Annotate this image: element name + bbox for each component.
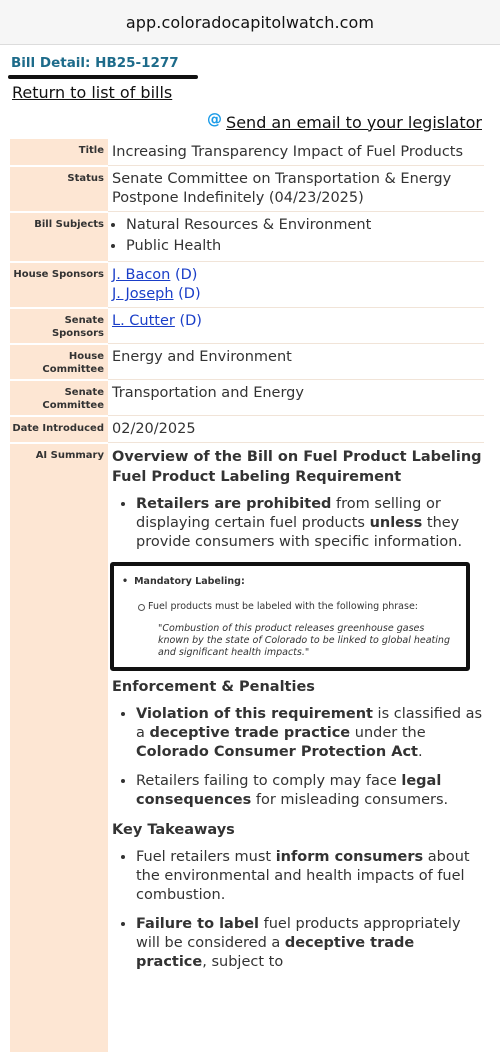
browser-url-bar[interactable] (0, 0, 500, 45)
value-house-sponsors (108, 262, 484, 308)
back-to-bills-link[interactable]: Return to list of bills (12, 83, 173, 102)
label-senate-sponsors: Senate Sponsors (10, 308, 108, 344)
label-title: Title (10, 139, 108, 166)
row-senate-sponsors (10, 308, 484, 344)
sponsor-party: (D) (178, 286, 201, 302)
mandatory-labeling-line: Fuel products must be labeled with the following phrase: (138, 601, 458, 613)
row-house-committee (10, 344, 484, 380)
sponsor-link[interactable]: L. Cutter (112, 313, 175, 329)
url-text: app.coloradocapitolwatch.com (125, 12, 375, 32)
row-title (10, 139, 484, 166)
row-senate-committee (10, 380, 484, 416)
label-status: Status (10, 166, 108, 212)
sponsor-party: (D) (174, 267, 198, 283)
mandatory-labeling-title: • Mandatory Labeling: (122, 572, 458, 591)
summary-heading-enforcement: Enforcement & Penalties (112, 679, 315, 695)
summary-heading-overview: Overview of the Bill on Fuel Product Labeling (112, 449, 482, 465)
value-senate-sponsors (108, 308, 484, 344)
page-title: Bill Detail: HB25-1277 (11, 55, 179, 71)
row-status (10, 166, 484, 212)
mandatory-labeling-box (110, 562, 470, 671)
row-subjects (10, 212, 484, 262)
email-legislator-link[interactable]: Send an email to your legislator (226, 112, 482, 132)
email-legislator-row[interactable] (0, 103, 500, 133)
label-house-sponsors: House Sponsors (10, 262, 108, 308)
value-senate-committee: Transportation and Energy (108, 380, 484, 416)
sponsor-party: (D) (179, 313, 202, 329)
summary-bullet: • Failure to label fuel products appropriately will be considered a deceptive trade practice, subject to (136, 915, 484, 972)
value-title: Increasing Transparency Impact of Fuel Products (108, 139, 484, 166)
summary-bullet: • Retailers failing to comply may face legal consequences for misleading consumers. (136, 772, 484, 810)
subject-item: • Public Health (126, 237, 484, 256)
at-sign-icon: @ (207, 110, 223, 128)
label-subjects: Bill Subjects (10, 212, 108, 262)
summary-heading-requirement: Fuel Product Labeling Requirement (112, 469, 402, 485)
circle-bullet-icon (138, 604, 145, 611)
summary-bullet: • Violation of this requirement is classified as a deceptive trade practice under the Colorado Consumer Protection Act. (136, 705, 484, 762)
summary-bullet: • Retailers are prohibited from selling or displaying certain fuel products unless they provide consumers with specific information. (136, 495, 484, 552)
value-subjects (108, 212, 484, 262)
row-ai-summary (10, 443, 484, 1053)
value-ai-summary (108, 443, 484, 1053)
sponsor-link[interactable]: J. Joseph (112, 286, 174, 302)
subject-item: • Natural Resources & Environment (126, 216, 484, 235)
label-date-introduced: Date Introduced (10, 416, 108, 443)
bill-detail-table (10, 139, 484, 1054)
value-house-committee: Energy and Environment (108, 344, 484, 380)
label-ai-summary: AI Summary (10, 443, 108, 1053)
row-house-sponsors (10, 262, 484, 308)
summary-heading-takeaways: Key Takeaways (112, 822, 235, 838)
row-date-introduced (10, 416, 484, 443)
summary-bullet: • Fuel retailers must inform consumers about the environmental and health impacts of fuel combustion. (136, 848, 484, 905)
value-date-introduced: 02/20/2025 (108, 416, 484, 443)
sponsor-link[interactable]: J. Bacon (112, 267, 171, 283)
label-house-committee: House Committee (10, 344, 108, 380)
mandatory-label-quote: "Combustion of this product releases greenhouse gases known by the state of Colorado to be linked to global heating and significant health impacts." (158, 623, 450, 658)
label-senate-committee: Senate Committee (10, 380, 108, 416)
value-status: Senate Committee on Transportation & Energy Postpone Indefinitely (04/23/2025) (108, 166, 484, 212)
